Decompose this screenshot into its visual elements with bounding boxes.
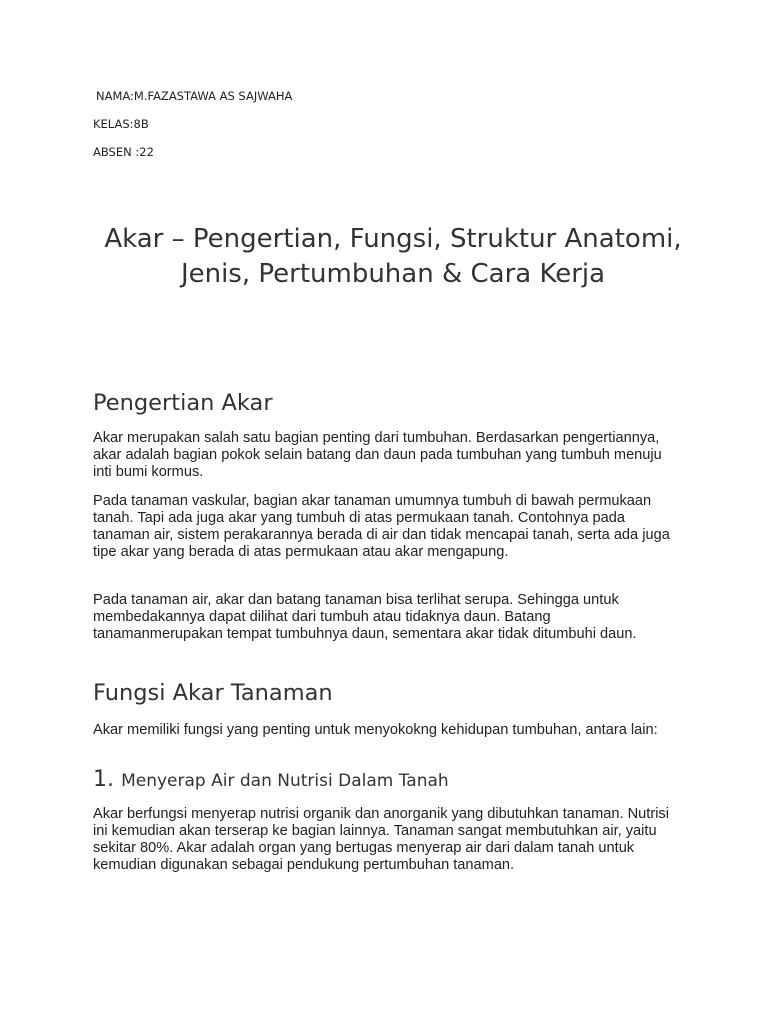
subheading-menyerap-air xyxy=(93,767,449,792)
paragraph: Pada tanaman vaskular, bagian akar tanaman umumnya tumbuh di bawah permukaan tanah. Tapi ada juga akar yang tumbuh di atas permukaan tanah. Contohnya pada tanaman air, sistem perakarannya berada di air dan tidak mencapai tanah, serta ada juga tipe akar yang berada di atas permukaan atau akar mengapung. xyxy=(93,493,670,560)
paragraph: Akar memiliki fungsi yang penting untuk menyokokng kehidupan tumbuhan, antara lain: xyxy=(93,722,658,738)
subheading-text: Menyerap Air dan Nutrisi Dalam Tanah xyxy=(121,771,449,791)
student-class: KELAS:8B xyxy=(93,117,149,131)
subheading-number: 1. xyxy=(93,767,114,792)
student-attendance-number: ABSEN :22 xyxy=(93,145,154,159)
heading-pengertian-akar: Pengertian Akar xyxy=(93,390,273,416)
paragraph: Akar berfungsi menyerap nutrisi organik dan anorganik yang dibutuhkan tanaman. Nutrisi ini kemudian akan terserap ke bagian lainnya. Tanaman sangat membutuhkan air, yaitu sekitar 80%. Akar adalah organ yang bertugas menyerap air dari dalam tanah untuk kemudian digunakan sebagai pendukung pertumbuhan tanaman. xyxy=(93,806,669,873)
heading-fungsi-akar: Fungsi Akar Tanaman xyxy=(93,680,333,706)
document-title: Akar – Pengertian, Fungsi, Struktur Anatomi, Jenis, Pertumbuhan & Cara Kerja xyxy=(104,224,682,289)
paragraph: Akar merupakan salah satu bagian penting dari tumbuhan. Berdasarkan pengertiannya, akar adalah bagian pokok selain batang dan daun pada tumbuhan yang tumbuh menuju inti bumi kormus. xyxy=(93,430,662,480)
paragraph: Pada tanaman air, akar dan batang tanaman bisa terlihat serupa. Sehingga untuk membedakannya dapat dilihat dari tumbuh atau tidaknya daun. Batang tanamanmerupakan tempat tumbuhnya daun, sementara akar tidak ditumbuhi daun. xyxy=(93,592,637,642)
student-name: NAMA:M.FAZASTAWA AS SAJWAHA xyxy=(96,89,293,103)
